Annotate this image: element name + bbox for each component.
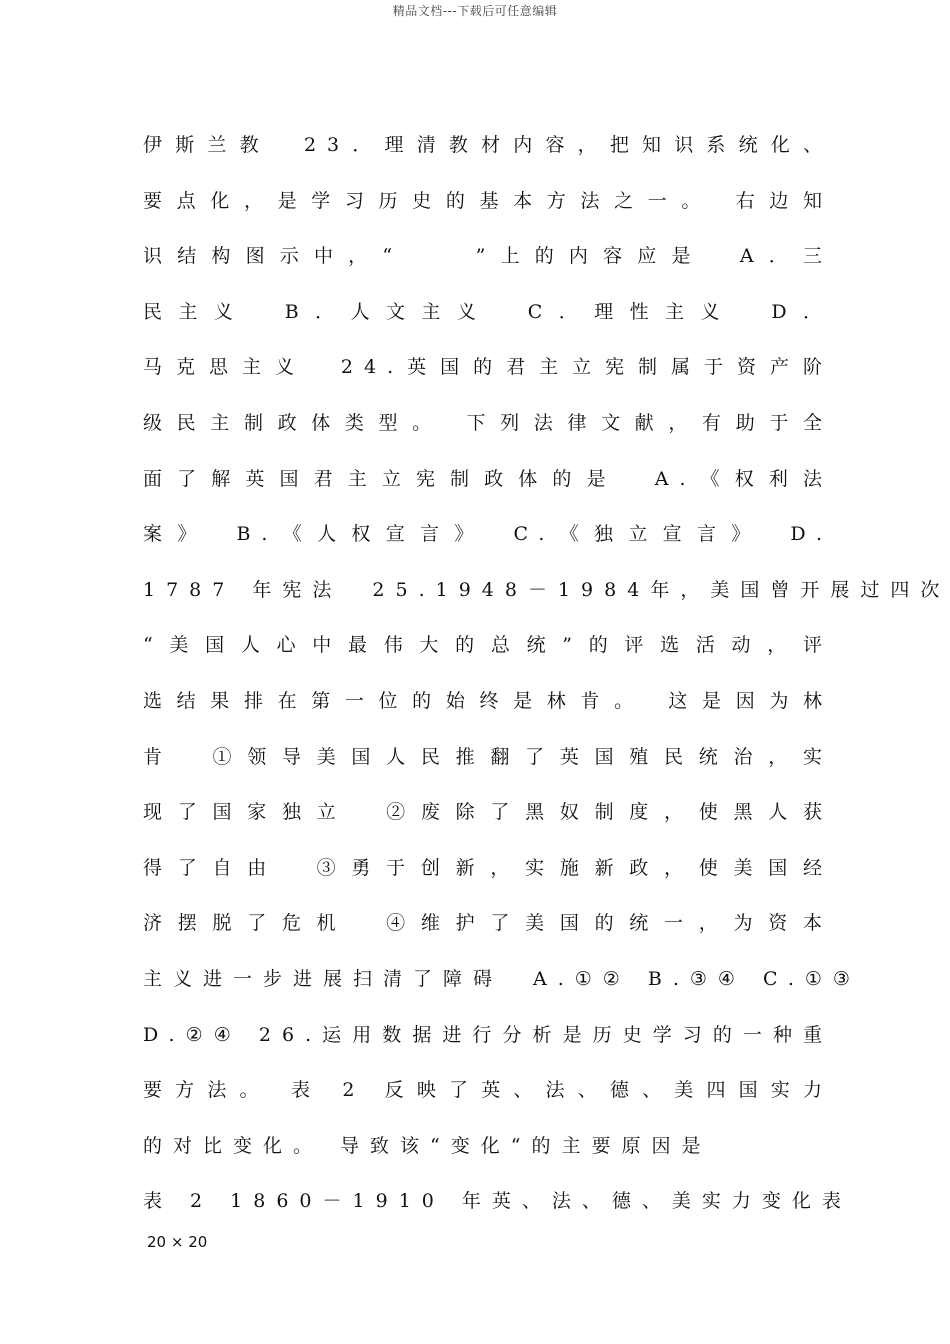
- text-line: 要点化，是学习历史的基本方法之一。 右边知: [143, 189, 833, 212]
- text-line: 识结构图示中，“ ”上的内容应是 A．三: [143, 245, 833, 268]
- text-line: 级民主制政体类型。 下列法律文献，有助于全: [143, 411, 833, 434]
- text-line: 案》 B.《人权宣言》 C.《独立宣言》 D.: [143, 523, 833, 546]
- text-line: 现了国家独立 ②废除了黑奴制度，使黑人获: [143, 801, 833, 824]
- text-line: 1787 年宪法 25.1948－1984年，美国曾开展过四次: [143, 578, 950, 601]
- text-line: “美国人心中最伟大的总统”的评选活动，评: [143, 634, 833, 657]
- text-line: 要方法。 表 2 反映了英、法、德、美四国实力: [143, 1079, 833, 1102]
- document-body: [143, 125, 950, 1237]
- text-line: 肯 ①领导美国人民推翻了英国殖民统治，实: [143, 745, 833, 768]
- text-line: 伊斯兰教 23．理清教材内容，把知识系统化、: [143, 134, 833, 156]
- table-caption: 表 2 1860－1910 年英、法、德、美实力变化表: [143, 1190, 852, 1213]
- text-line: 马克思主义 24.英国的君主立宪制属于资产阶: [143, 356, 833, 379]
- text-line: 选结果排在第一位的始终是林肯。 这是因为林: [143, 689, 833, 712]
- page-header: 精品文档---下载后可任意编辑: [392, 4, 558, 18]
- text-line: 面了解英国君主立宪制政体的是 A.《权利法: [143, 467, 833, 490]
- page-footer-label: 20 × 20: [147, 1233, 208, 1251]
- text-line: 的对比变化。 导致该“变化“的主要原因是: [143, 1134, 712, 1157]
- text-line: 得了自由 ③勇于创新，实施新政，使美国经: [143, 856, 833, 879]
- text-line: 民主义 B．人文主义 C．理性主义 D．: [143, 300, 833, 323]
- text-line: 主义进一步进展扫清了障碍 A.①② B.③④ C.①③: [143, 967, 861, 990]
- text-line: D.②④ 26.运用数据进行分析是历史学习的一种重: [143, 1023, 833, 1046]
- text-line: 济摆脱了危机 ④维护了美国的统一，为资本: [143, 912, 833, 935]
